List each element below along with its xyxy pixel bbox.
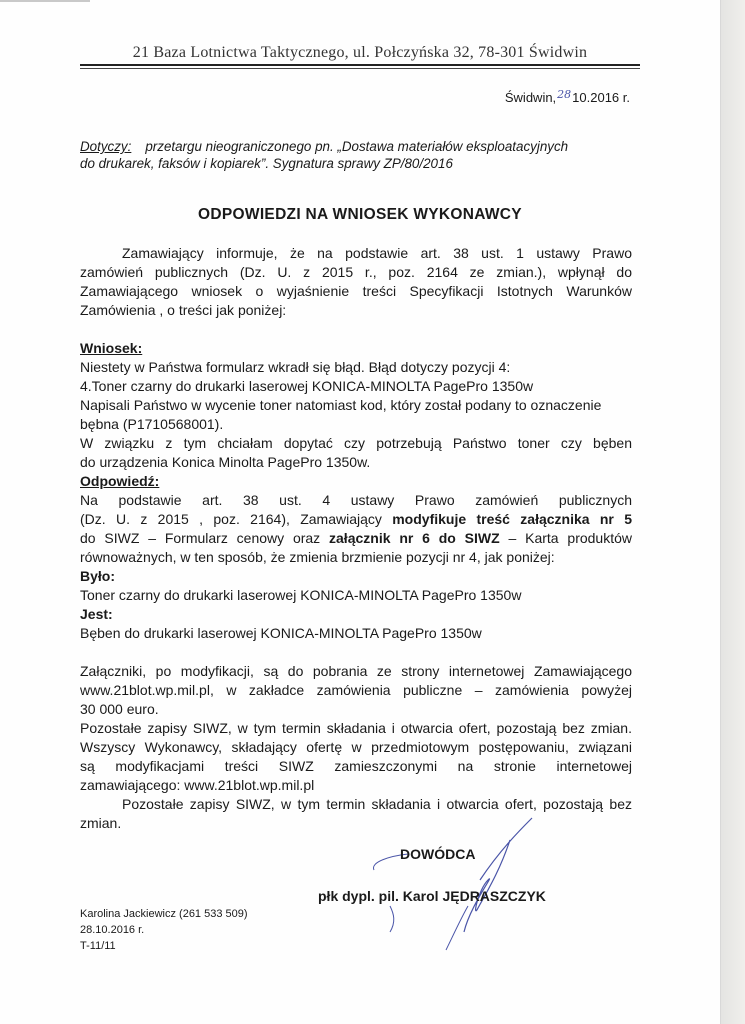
document-body <box>80 244 632 833</box>
handwritten-signature <box>360 810 560 960</box>
subject-label: Dotyczy: <box>80 139 132 154</box>
request-line: W związku z tym chciałam dopytać czy potrzebują Państwo toner czy bęben <box>80 435 632 451</box>
answer-line: równoważnych, w ten sposób, że zmienia brzmienie pozycji nr 4, jak poniżej: <box>80 549 555 565</box>
date-place: Świdwin, <box>504 90 557 105</box>
scan-edge <box>721 0 745 1024</box>
footer-ref: T-11/11 <box>80 940 116 952</box>
signatory-name: płk dypl. pil. Karol JĘDRASZCZYK <box>318 888 546 904</box>
answer-line: Na podstawie art. 38 ust. 4 ustawy Prawo zamówień publicznych <box>80 492 632 508</box>
signatory-title: DOWÓDCA <box>400 846 476 862</box>
intro-line: zamówień publicznych (Dz. U. z 2015 r., poz. 2164 ze zmian.), wpłynął do <box>80 264 632 280</box>
answer-line <box>80 529 632 548</box>
answer-text: – Karta produktów <box>499 530 633 546</box>
signature-stroke <box>390 906 394 932</box>
signature-stroke <box>464 818 532 932</box>
request-label: Wniosek: <box>80 340 143 356</box>
intro-line: Zamawiający informuje, że na podstawie art. 38 ust. 1 ustawy Prawo <box>122 245 632 261</box>
is-text: Bęben do drukarki laserowej KONICA-MINOLTA PagePro 1350w <box>80 625 482 641</box>
request-line: Niestety w Państwa formularz wkradł się błąd. Błąd dotyczy pozycji 4: <box>80 359 511 375</box>
attachments-line: www.21blot.wp.mil.pl, w zakładce zamówienia publiczne – zamówienia powyżej <box>80 682 632 698</box>
footer-block <box>80 906 248 954</box>
subject-line-2: do drukarek, faksów i kopiarek”. Sygnatura sprawy ZP/80/2016 <box>80 156 453 171</box>
subject-line-1: przetargu nieograniczonego pn. „Dostawa materiałów eksploatacyjnych <box>145 139 569 154</box>
answer-line <box>80 510 632 529</box>
request-line: bębna (P1710568001). <box>80 416 224 432</box>
answer-text: (Dz. U. z 2015 , poz. 2164), Zamawiający <box>80 511 393 527</box>
remaining-line: zamawiającego: www.21blot.wp.mil.pl <box>80 777 315 793</box>
remaining-line: Wszyscy Wykonawcy, składający ofertę w przedmiotowym postępowaniu, związani <box>80 739 632 755</box>
letterhead-rule-thin <box>80 68 640 69</box>
answer-label: Odpowiedź: <box>80 473 160 489</box>
was-label: Było: <box>80 568 115 584</box>
answer-emphasis: załącznik nr 6 do SIWZ <box>329 530 500 546</box>
was-text: Toner czarny do drukarki laserowej KONICA-MINOLTA PagePro 1350w <box>80 587 522 603</box>
request-line: Napisali Państwo w wycenie toner natomiast kod, który został podany to oznaczenie <box>80 397 602 413</box>
intro-line: Zamówienia , o treści jak poniżej: <box>80 302 287 318</box>
closing-line: Pozostałe zapisy SIWZ, w tym termin składania i otwarcia ofert, pozostają bez <box>122 796 632 812</box>
remaining-line: są modyfikacjami treści SIWZ zamieszczonymi na stronie internetowej <box>80 758 632 774</box>
answer-emphasis: modyfikuje treść załącznika nr 5 <box>392 511 632 527</box>
answer-text: do SIWZ – Formularz cenowy oraz <box>80 530 330 546</box>
date-line <box>400 88 630 105</box>
subject-block <box>80 138 650 172</box>
attachments-line: Załączniki, po modyfikacji, są do pobrania ze strony internetowej Zamawiającego <box>80 663 632 679</box>
date-handwritten-day: 28 <box>557 88 572 101</box>
letterhead: 21 Baza Lotnictwa Taktycznego, ul. Połczyńska 32, 78-301 Świdwin <box>132 44 588 61</box>
scan-mark <box>0 0 90 2</box>
intro-line: Zamawiającego wniosek o wyjaśnienie treści Specyfikacji Istotnych Warunków <box>80 283 632 299</box>
is-label: Jest: <box>80 606 113 622</box>
request-line: do urządzenia Konica Minolta PagePro 1350w. <box>80 454 371 470</box>
letterhead-rule <box>80 64 640 66</box>
closing-line: zmian. <box>80 815 122 831</box>
date-rest: 10.2016 r. <box>572 90 630 105</box>
document-heading: ODPOWIEDZI NA WNIOSEK WYKONAWCY <box>198 206 522 223</box>
footer-author: Karolina Jackiewicz (261 533 509) <box>80 908 248 920</box>
remaining-line: Pozostałe zapisy SIWZ, w tym termin składania i otwarcia ofert, pozostają bez zmian. <box>80 720 632 736</box>
footer-date: 28.10.2016 r. <box>80 924 145 936</box>
attachments-line: 30 000 euro. <box>80 701 159 717</box>
request-line: 4.Toner czarny do drukarki laserowej KONICA-MINOLTA PagePro 1350w <box>80 378 534 394</box>
